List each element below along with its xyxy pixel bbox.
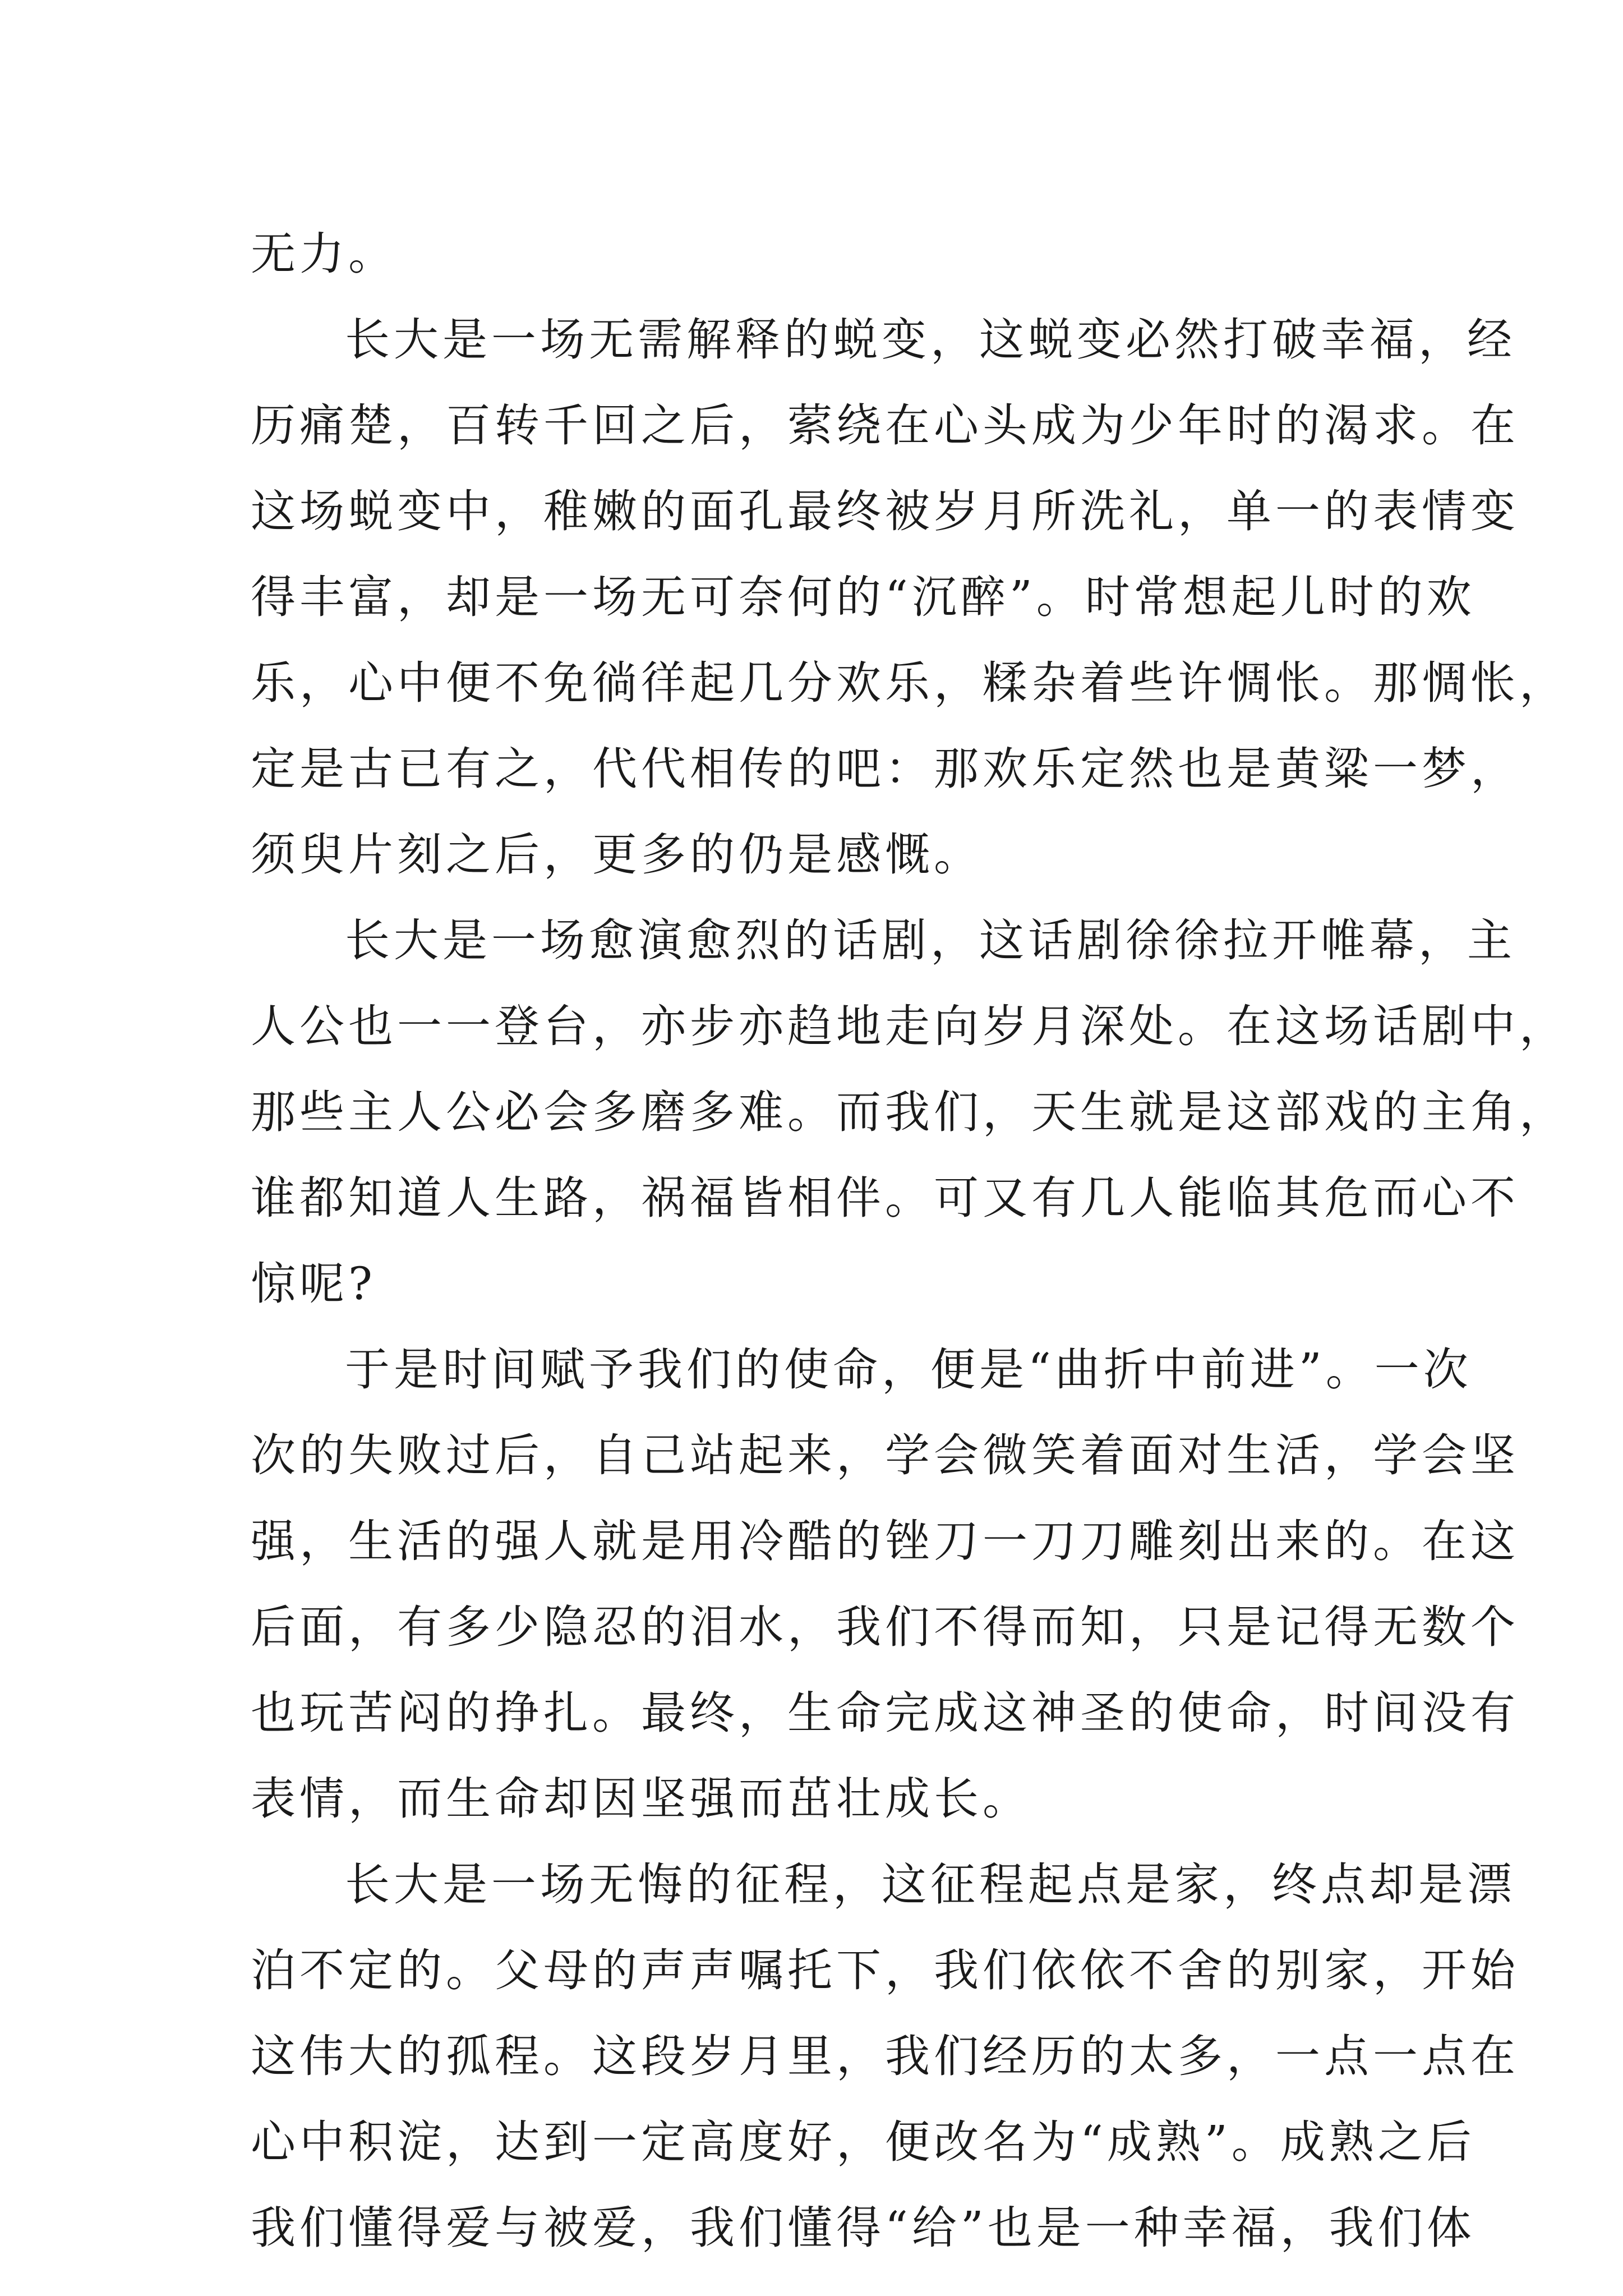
text-line: 次的失败过后，自己站起来，学会微笑着面对生活，学会坚 <box>251 1429 1519 1481</box>
text-line: 这场蜕变中，稚嫩的面孔最终被岁月所洗礼，单一的表情变 <box>251 485 1519 537</box>
body-text <box>251 211 1568 2271</box>
text-line: 强，生活的强人就是用冷酷的锉刀一刀刀雕刻出来的。在这 <box>251 1515 1519 1567</box>
text-line: 后面，有多少隐忍的泪水，我们不得而知，只是记得无数个 <box>251 1601 1519 1653</box>
text-line: 人公也一一登台，亦步亦趋地走向岁月深处。在这场话剧中， <box>251 1000 1568 1052</box>
text-line: 表情，而生命却因坚强而茁壮成长。 <box>251 1773 1031 1825</box>
text-line: 我们懂得爱与被爱，我们懂得“给”也是一种幸福，我们体 <box>251 2202 1476 2254</box>
text-line: 也玩苦闷的挣扎。最终，生命完成这神圣的使命，时间没有 <box>251 1687 1519 1739</box>
text-line: 得丰富，却是一场无可奈何的“沉醉”。时常想起儿时的欢 <box>251 571 1476 623</box>
text-line: 这伟大的孤程。这段岁月里，我们经历的太多，一点一点在 <box>251 2030 1519 2082</box>
text-line: 惊呢? <box>251 1258 376 1310</box>
text-line: 谁都知道人生路，祸福皆相伴。可又有几人能临其危而心不 <box>251 1172 1519 1224</box>
text-line: 无力。 <box>251 228 397 280</box>
paragraph-first-line: 长大是一场愈演愈烈的话剧，这话剧徐徐拉开帷幕，主 <box>345 914 1516 967</box>
paragraph-first-line: 于是时间赋予我们的使命，便是“曲折中前进”。一次 <box>345 1343 1472 1396</box>
text-line: 乐，心中便不免徜徉起几分欢乐，糅杂着些许惆怅。那惆怅， <box>251 657 1568 709</box>
paragraph-first-line: 长大是一场无需解释的蜕变，这蜕变必然打破幸福，经 <box>345 314 1516 366</box>
paragraph-first-line: 长大是一场无悔的征程，这征程起点是家，终点却是漂 <box>345 1858 1516 1911</box>
text-line: 心中积淀，达到一定高度好，便改名为“成熟”。成熟之后 <box>251 2116 1476 2168</box>
text-line: 历痛楚，百转千回之后，萦绕在心头成为少年时的渴求。在 <box>251 399 1519 452</box>
text-line: 泊不定的。父母的声声嘱托下，我们依依不舍的别家，开始 <box>251 1944 1519 1996</box>
text-line: 那些主人公必会多磨多难。而我们，天生就是这部戏的主角， <box>251 1086 1568 1138</box>
text-line: 定是古已有之，代代相传的吧：那欢乐定然也是黄粱一梦， <box>251 743 1519 795</box>
text-line: 须臾片刻之后，更多的仍是感慨。 <box>251 829 983 881</box>
